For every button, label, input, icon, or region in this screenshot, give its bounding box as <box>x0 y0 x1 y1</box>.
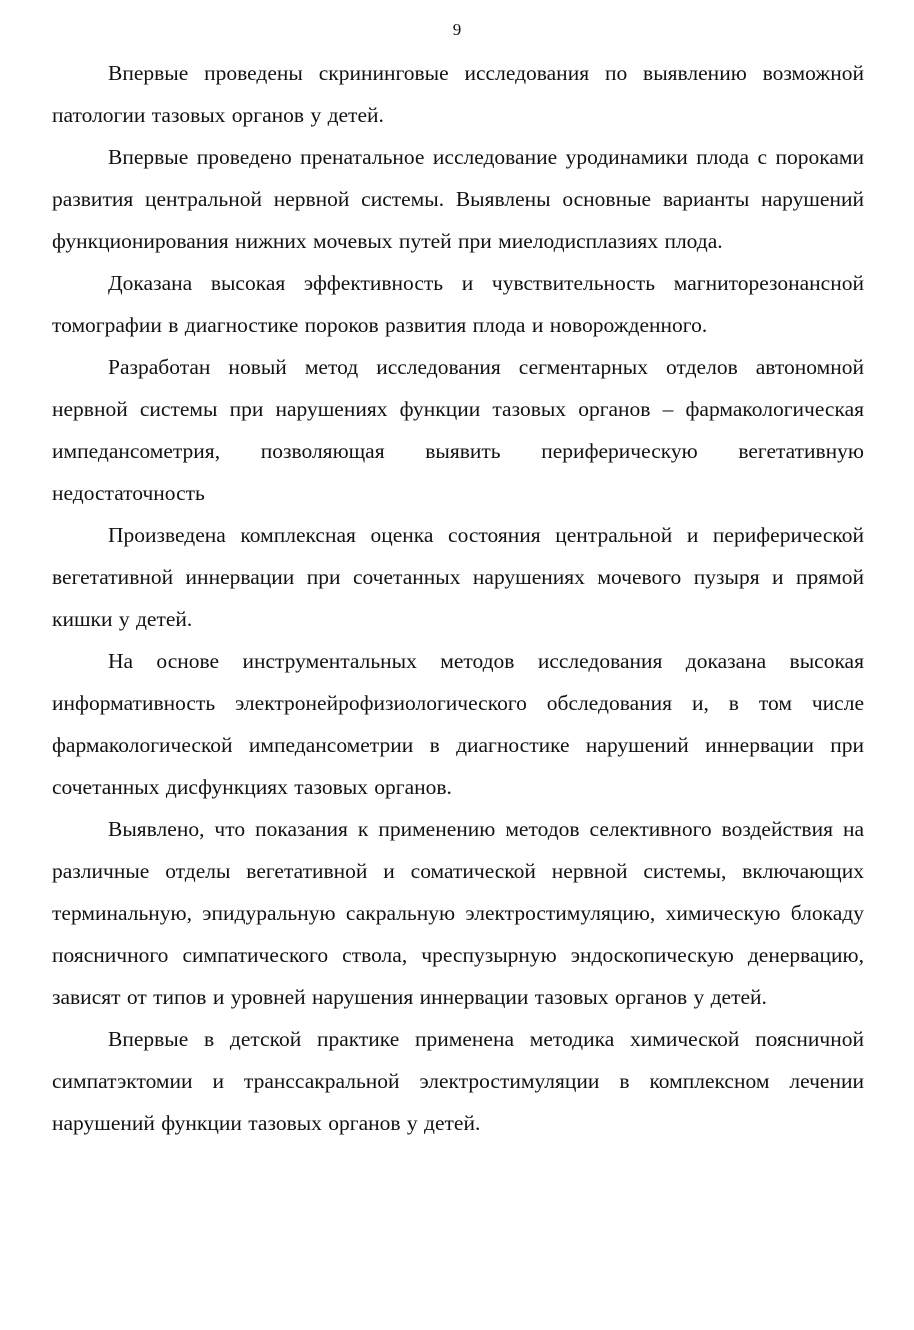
paragraph-innervation-assessment: Произведена комплексная оценка состояния центральной и периферической вегетативной иннервации при сочетанных нарушениях мочевого пузыря и прямой кишки у детей. <box>52 523 864 631</box>
paragraph-informativeness: На основе инструментальных методов исследования доказана высокая информативность электронейрофизиологического обследования и, в том числе фармакологической импедансометрии в диагностике нарушений иннервации при сочетанных дисфункциях тазовых органов. <box>52 649 864 799</box>
paragraph-mri: Доказана высокая эффективность и чувствительность магниторезонансной томографии в диагностике пороков развития плода и новорожденного. <box>52 271 864 337</box>
paragraph-prenatal-urodynamics: Впервые проведено пренатальное исследование уродинамики плода с пороками развития центральной нервной системы. Выявлены основные варианты нарушений функционирования нижних мочевых путей при миелодисплазиях плода. <box>52 145 864 253</box>
paragraph-screening: Впервые проведены скрининговые исследования по выявлению возможной патологии тазовых органов у детей. <box>52 61 864 127</box>
paragraph-sympathectomy: Впервые в детской практике применена методика химической поясничной симпатэктомии и транссакральной электростимуляции в комплексном лечении нарушений функции тазовых органов у детей. <box>52 1027 864 1135</box>
paragraph-impedancemetry: Разработан новый метод исследования сегментарных отделов автономной нервной системы при нарушениях функции тазовых органов – фармакологическая импедансометрия, позволяющая выявить периферическую вегетативную недостаточность <box>52 355 864 505</box>
document-body <box>52 52 864 1144</box>
page-number: 9 <box>452 20 462 39</box>
paragraph-indications: Выявлено, что показания к применению методов селективного воздействия на различные отделы вегетативной и соматической нервной системы, включающих терминальную, эпидуральную сакральную электростимуляцию, химическую блокаду поясничного симпатического ствола, чреспузырную эндоскопическую денервацию, зависят от типов и уровней нарушения иннервации тазовых органов у детей. <box>52 817 864 1009</box>
